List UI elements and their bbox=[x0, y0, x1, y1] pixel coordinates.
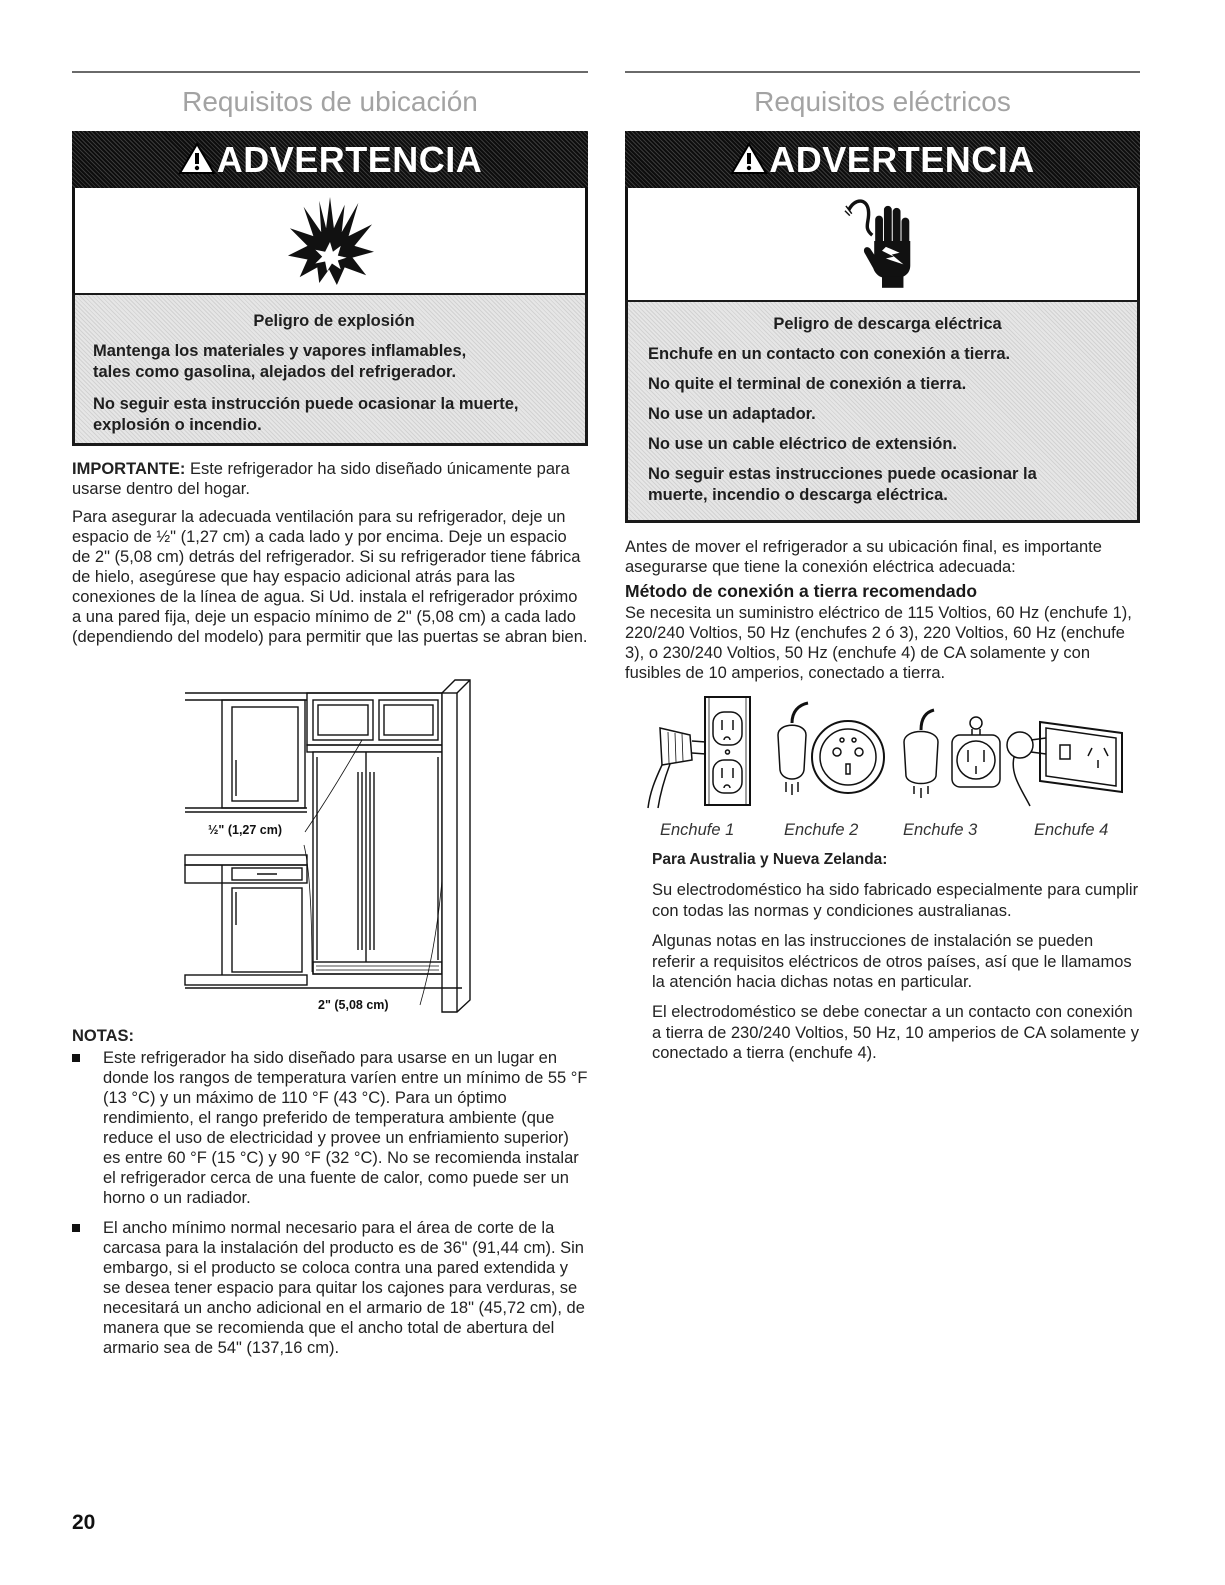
list-item bbox=[72, 1218, 588, 1358]
warning-title: ADVERTENCIA bbox=[769, 138, 1035, 180]
refrigerator-clearance-diagram bbox=[183, 675, 475, 1025]
plug-types-illustration bbox=[636, 690, 1128, 812]
warning-line: No seguir esta instrucción puede ocasionar la muerte, explosión o incendio. bbox=[93, 395, 519, 434]
australia-title: Para Australia y Nueva Zelanda: bbox=[652, 851, 888, 868]
list-item bbox=[72, 1048, 588, 1208]
leader-line bbox=[304, 845, 312, 972]
section-heading-location: Requisitos de ubicación bbox=[182, 86, 478, 117]
diagram-label-side-clearance: ½" (1,27 cm) bbox=[208, 823, 283, 837]
lower-cabinet bbox=[185, 855, 307, 985]
note-text: El ancho mínimo normal necesario para el área de corte de la carcasa para la instalación del producto es de 36" (91,44 cm). Sin embargo, si el producto se coloca contra una pared extendida y se desea tener espacio para quitar los cajones para verduras, se necesitará un ancho adicional en el armario de 18" (45,72 cm), de manera que se recomienda que el ancho total de abertura del armario sea de 54" (137,16 cm). bbox=[103, 1219, 585, 1357]
warning-triangle-icon bbox=[178, 142, 216, 175]
hazard-title: Peligro de descarga eléctrica bbox=[773, 315, 1002, 333]
plug-caption: Enchufe 3 bbox=[903, 821, 978, 839]
notes-title: NOTAS: bbox=[72, 1027, 135, 1045]
note-text: Este refrigerador ha sido diseñado para usarse en un lugar en donde los rangos de temperatura varíen entre un mínimo de 55 °F (13 °C) y un máximo de 110 °F (43 °C). Para un óptimo rendimiento, el rango preferido de temperatura ambiente (que reduce el uso de electricidad y provee un enfriamiento superior) es entre 60 °F (15 °C) y 90 °F (32 °C). No se recomienda instalar el refrigerador cerca de una fuente de calor, como puede ser un horno o un radiador. bbox=[103, 1049, 588, 1207]
warning-line: No quite el terminal de conexión a tierra. bbox=[648, 375, 967, 393]
left-top-rule bbox=[72, 71, 588, 73]
warning-box-explosion bbox=[72, 131, 588, 446]
plug-1-icon bbox=[648, 697, 750, 808]
plug-2-icon bbox=[778, 703, 884, 795]
plug-caption: Enchufe 1 bbox=[660, 821, 735, 839]
warning-line: No use un cable eléctrico de extensión. bbox=[648, 435, 958, 453]
warning-triangle-icon bbox=[730, 142, 768, 175]
right-top-rule bbox=[625, 71, 1140, 73]
over-refrigerator-cabinet bbox=[307, 693, 442, 752]
warning-line: Enchufe en un contacto con conexión a tierra. bbox=[648, 345, 1011, 363]
notes-list bbox=[72, 1048, 588, 1368]
warning-icon-area bbox=[625, 188, 1140, 300]
important-paragraph bbox=[72, 459, 588, 499]
warning-icon-area bbox=[72, 188, 588, 293]
important-text: Este refrigerador ha sido diseñado únicamente para usarse dentro del hogar. bbox=[72, 460, 570, 498]
plug-caption: Enchufe 2 bbox=[784, 821, 859, 839]
australia-paragraph: El electrodoméstico se debe conectar a un contacto con conexión a tierra de 230/240 Voltios, 50 Hz, 10 amperios de CA solamente y conectado a tierra (enchufe 4). bbox=[652, 1003, 1140, 1062]
warning-text-area bbox=[72, 293, 588, 446]
bullet-icon bbox=[72, 1054, 80, 1062]
refrigerator bbox=[313, 752, 442, 974]
warning-banner bbox=[72, 131, 588, 188]
diagram-label-back-clearance: 2" (5,08 cm) bbox=[318, 998, 389, 1012]
warning-line: No use un adaptador. bbox=[648, 405, 816, 423]
warning-banner bbox=[625, 131, 1140, 188]
plug-4-icon bbox=[1007, 722, 1122, 806]
warning-box-electric-shock bbox=[625, 131, 1140, 523]
explosion-icon bbox=[286, 194, 374, 286]
warning-title: ADVERTENCIA bbox=[216, 138, 483, 180]
grounding-method-text: Se necesita un suministro eléctrico de 115 Voltios, 60 Hz (enchufe 1), 220/240 Voltios, 50 Hz (enchufes 2 ó 3), 220 Voltios, 60 Hz (enchufe 3), o 230/240 Voltios, 50 Hz (enchufe 4) de CA solamente y con fusibles de 10 amperios, conectado a tierra. bbox=[625, 604, 1132, 682]
ventilation-paragraph: Para asegurar la adecuada ventilación para su refrigerador, deje un espacio de ½" (1,27 cm) a cada lado y por encima. Deje un espacio de 2" (5,08 cm) detrás del refrigerador. Si su refrigerador tiene fábrica de hielo, asegúrese que hay espacio adicional atrás para las conexiones de la línea de agua. Si Ud. instala el refrigerador próximo a una pared fija, deje un espacio mínimo de 2" (5,08 cm) a cada lado (dependiendo del modelo) para permitir que las puertas se abran bien. bbox=[72, 508, 588, 646]
electric-shock-icon bbox=[843, 192, 921, 290]
australia-paragraph: Algunas notas en las instrucciones de instalación se pueden referir a requisitos eléctricos de otros países, así que le llamamos la atención hacia dichas notas en particular. bbox=[652, 932, 1132, 991]
australia-paragraph: Su electrodoméstico ha sido fabricado especialmente para cumplir con todas las normas y condiciones australianas. bbox=[652, 881, 1139, 920]
plug-3-icon bbox=[904, 710, 1000, 798]
warning-line: Mantenga los materiales y vapores inflamables, tales como gasolina, alejados del refrigerador. bbox=[93, 342, 467, 381]
important-label: IMPORTANTE: bbox=[72, 460, 186, 478]
section-heading-electrical: Requisitos eléctricos bbox=[754, 86, 1011, 117]
hazard-title: Peligro de explosión bbox=[253, 312, 415, 330]
side-wall bbox=[442, 680, 470, 1012]
electrical-intro: Antes de mover el refrigerador a su ubicación final, es importante asegurarse que tiene la conexión eléctrica adecuada: bbox=[625, 538, 1102, 576]
plug-caption: Enchufe 4 bbox=[1034, 821, 1109, 839]
bullet-icon bbox=[72, 1224, 80, 1232]
warning-text-area bbox=[625, 300, 1140, 523]
warning-line: No seguir estas instrucciones puede ocasionar la muerte, incendio o descarga eléctrica. bbox=[648, 465, 1037, 504]
grounding-method-title: Método de conexión a tierra recomendado bbox=[625, 581, 978, 601]
page-number: 20 bbox=[72, 1511, 96, 1534]
